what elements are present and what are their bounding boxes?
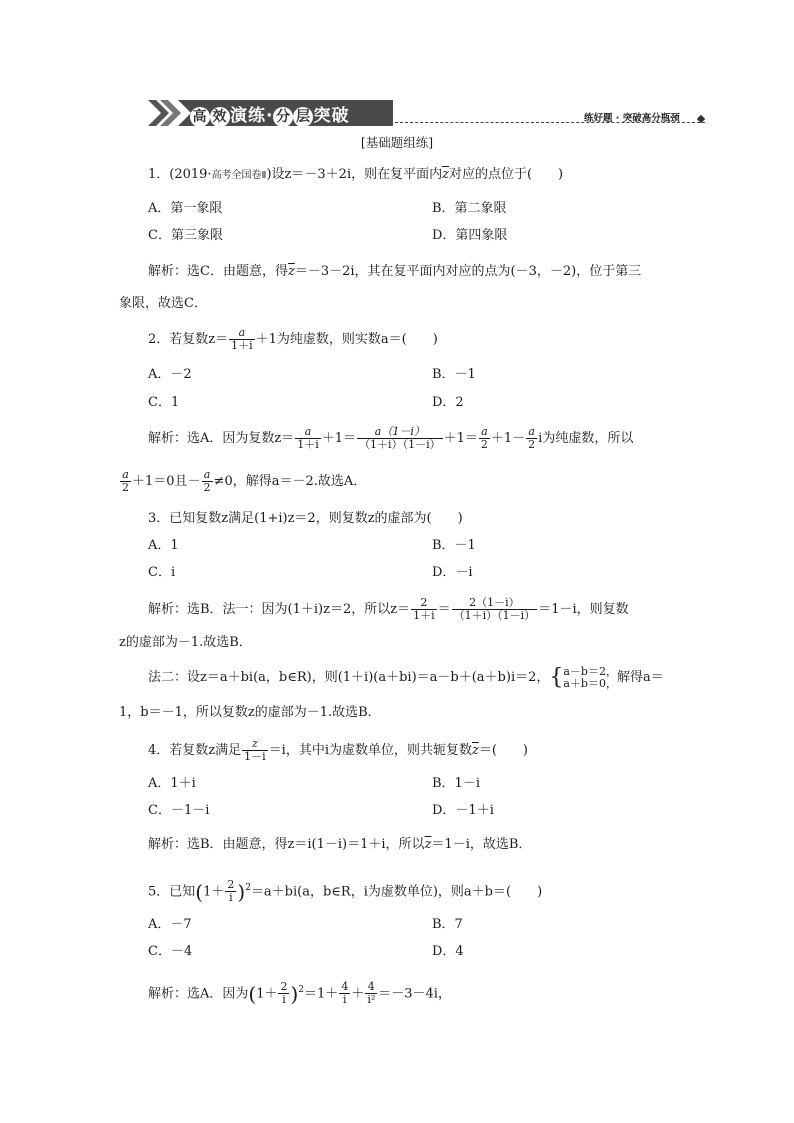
- q1-solution-cont: 象限，故选C．: [119, 296, 207, 311]
- q2-option-a: A．－2: [148, 367, 192, 382]
- q5-stem: 5．已知(1＋ $\frac{2}{i}$ )$^2$＝a＋bi(a，b∈R，i为虚数单位)，则a＋b＝( ): [148, 878, 543, 905]
- q5-option-d: D．4: [432, 944, 464, 959]
- q5-option-b: B．7: [432, 917, 463, 932]
- q2-solution-cont: $\frac{a}{2}$ ＋1＝0且－ $\frac{a}{2}$ ≠0，解得a＝－2.故选A．: [122, 468, 367, 494]
- q4-stem: 4．若复数z满足 $\frac{z}{1-i}$ ＝i，其中i为虚数单位，则共轭复数$\overline{z}=$( ): [148, 737, 528, 763]
- header-title: 高 效 演练· 分 层 突破: [190, 101, 349, 127]
- q5-option-a: A．－7: [148, 917, 192, 932]
- q2-solution: 解析：选A．因为复数z＝ $\frac{a}{1+i}$ ＋1＝ $\frac{a(1-i)}{(1+i)(1-i)}$ ＋1＝ $\frac{a}{2}$ ＋1－ $\frac{a}{2}$ i为纯虚数，所以: [148, 425, 634, 451]
- q2-option-c: C．1: [148, 395, 180, 410]
- q1-option-d: D．第四象限: [432, 228, 508, 243]
- q4-option-d: D．－1＋i: [432, 803, 494, 818]
- q1-solution: 解析：选C．由题意，得$\overline{z}=-3-2i$，其在复平面内对应的点为(－3，－2)，位于第三: [148, 264, 642, 279]
- q3-solution-cont: z的虚部为－1.故选B．: [119, 635, 252, 650]
- q3-option-d: D．－i: [432, 565, 473, 580]
- q3-method-2: 法二：设z＝a＋bi(a，b∈R)，则(1＋i)(a＋bi)＝a－b＋(a＋b)i＝2，{ a－b＝2， a＋b＝0， 解得a＝: [148, 664, 664, 690]
- q1-stem: 1．(2019·高考全国卷Ⅱ)设z＝－3＋2i，则在复平面内$\overline{z}$对应的点位于( ): [148, 167, 564, 182]
- q4-option-c: C．－1－i: [148, 803, 210, 818]
- q3-method-2-cont: 1，b＝－1，所以复数z的虚部为－1.故选B．: [119, 705, 381, 720]
- q3-option-a: A．1: [148, 538, 179, 553]
- header-tagline: 练好题 · 突破高分瓶颈: [584, 113, 680, 124]
- section-title: [基础题组练]: [360, 135, 434, 150]
- q3-stem: 3．已知复数z满足(1+i)z＝2，则复数z的虚部为( ): [148, 511, 463, 526]
- q1-option-c: C．第三象限: [148, 228, 223, 243]
- q2-option-d: D．2: [432, 395, 464, 410]
- q4-solution: 解析：选B．由题意，得z＝i(1－i)＝1＋i，所以$\overline{z}=1-i$，故选B．: [148, 837, 532, 852]
- q3-option-c: C．i: [148, 565, 176, 580]
- q5-option-c: C．－4: [148, 944, 193, 959]
- q1-option-b: B．第二象限: [432, 201, 507, 216]
- q3-option-b: B．－1: [432, 538, 476, 553]
- q5-solution: 解析：选A．因为(1＋ $\frac{2}{i}$ )$^2$＝1＋ $\frac{4}{i}$ ＋ $\frac{4}{\text{i²}}$ ＝－3－4i，: [148, 980, 451, 1007]
- q3-solution: 解析：选B．法一：因为(1＋i)z＝2，所以z＝ $\frac{2}{1+i}$ ＝ $\frac{2(1-i)}{(1+i)(1-i)}$ ＝1－i，则复数: [148, 596, 629, 622]
- q4-option-b: B．1－i: [432, 776, 480, 791]
- q2-stem: 2．若复数z＝ $\frac{a}{1+i}$ ＋1为纯虚数，则实数a＝( ): [148, 326, 438, 352]
- q2-option-b: B．－1: [432, 367, 476, 382]
- q4-option-a: A．1＋i: [148, 776, 196, 791]
- q1-option-a: A．第一象限: [148, 201, 223, 216]
